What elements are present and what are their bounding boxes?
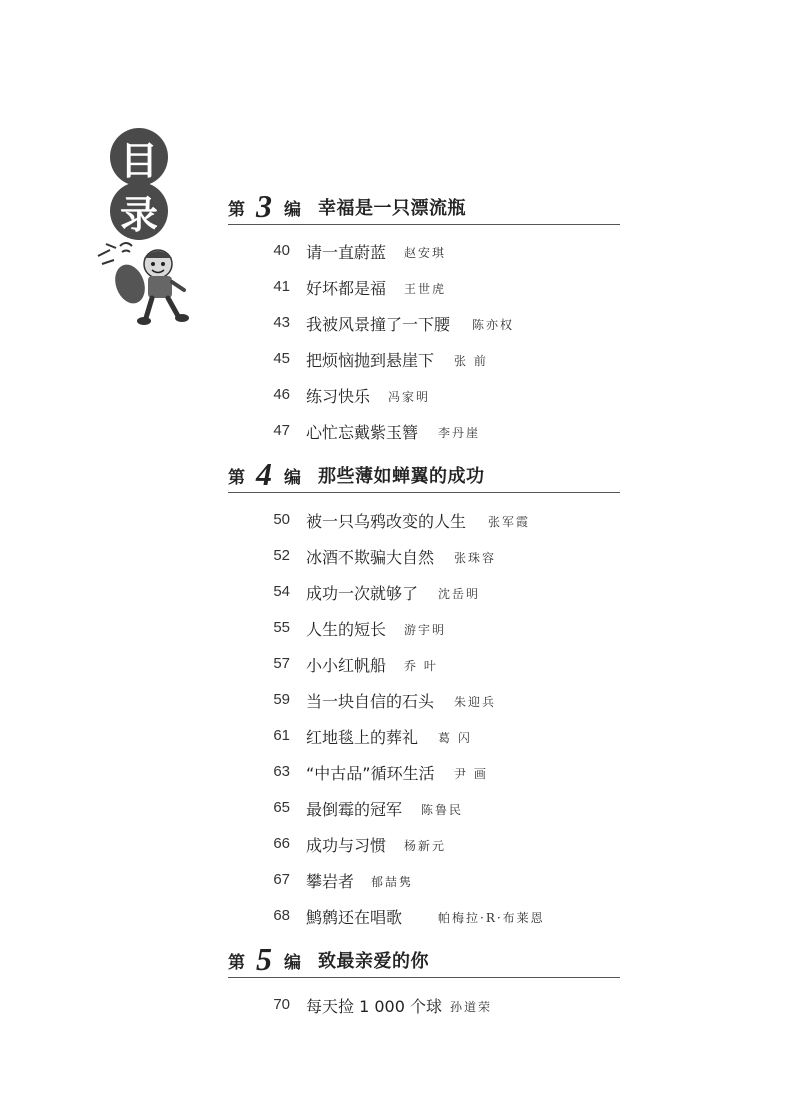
entry-author: 乔 叶 xyxy=(404,659,438,673)
entry-author: 帕梅拉·R·布莱恩 xyxy=(438,911,545,925)
toc-entry[interactable] xyxy=(262,276,622,302)
entry-title: 当一块自信的石头 xyxy=(306,692,435,711)
entry-title: “中古品”循环生活 xyxy=(306,764,435,783)
entry-page-number: 50 xyxy=(273,511,290,528)
entry-author: 王世虎 xyxy=(404,282,447,296)
entry-page-number: 47 xyxy=(273,422,290,439)
toc-entry[interactable] xyxy=(262,384,622,410)
entry-author: 陈亦权 xyxy=(472,318,515,332)
entry-author: 葛 闪 xyxy=(438,731,472,745)
section-title: 幸福是一只漂流瓶 xyxy=(318,198,466,219)
entry-author: 陈鲁民 xyxy=(421,803,464,817)
entry-title: 请一直蔚蓝 xyxy=(306,243,387,262)
entry-title: 成功一次就够了 xyxy=(306,584,419,603)
entry-page-number: 61 xyxy=(273,727,290,744)
entry-author: 郁喆隽 xyxy=(371,875,414,889)
entry-page-number: 46 xyxy=(273,386,290,403)
section-number: 3 xyxy=(256,188,272,224)
toc-entry[interactable] xyxy=(262,240,622,266)
entry-page-number: 45 xyxy=(273,350,290,367)
entry-title: 冰酒不欺骗大自然 xyxy=(306,548,435,567)
entry-title: 我被风景撞了一下腰 xyxy=(306,315,451,334)
entry-title: 人生的短长 xyxy=(306,620,387,639)
toc-entry[interactable] xyxy=(262,653,622,679)
entry-page-number: 70 xyxy=(273,996,290,1013)
entry-page-number: 65 xyxy=(273,799,290,816)
section-prefix: 第 xyxy=(228,468,245,488)
entry-page-number: 57 xyxy=(273,655,290,672)
entry-title: 成功与习惯 xyxy=(306,836,387,855)
toc-entry[interactable] xyxy=(262,617,622,643)
toc-heading-char-1: 目 xyxy=(110,128,168,186)
entry-title: 小小红帆船 xyxy=(306,656,387,675)
entry-title: 每天捡 1 000 个球 xyxy=(306,997,442,1016)
entry-title: 最倒霉的冠军 xyxy=(306,800,403,819)
section-title: 那些薄如蝉翼的成功 xyxy=(318,466,485,487)
section-prefix: 第 xyxy=(228,200,245,220)
entry-title: 好坏都是福 xyxy=(306,279,387,298)
entry-page-number: 40 xyxy=(273,242,290,259)
section-header xyxy=(228,456,620,493)
entry-title: 练习快乐 xyxy=(306,387,371,406)
entry-title: 被一只乌鸦改变的人生 xyxy=(306,512,467,531)
entry-page-number: 41 xyxy=(273,278,290,295)
entry-page-number: 67 xyxy=(273,871,290,888)
toc-entry[interactable] xyxy=(262,905,622,931)
section-number: 4 xyxy=(256,456,272,492)
toc-entry[interactable] xyxy=(262,420,622,446)
entry-page-number: 55 xyxy=(273,619,290,636)
entry-title: 鹪鹩还在唱歌 xyxy=(306,908,403,927)
entry-author: 游宇明 xyxy=(404,623,447,637)
entry-author: 冯家明 xyxy=(388,390,431,404)
toc-entry[interactable] xyxy=(262,994,622,1020)
section-number: 5 xyxy=(256,941,272,977)
entry-author: 张珠容 xyxy=(454,551,497,565)
entry-author: 张军霞 xyxy=(488,515,531,529)
entry-page-number: 52 xyxy=(273,547,290,564)
entry-author: 朱迎兵 xyxy=(454,695,497,709)
toc-entry[interactable] xyxy=(262,581,622,607)
entry-page-number: 59 xyxy=(273,691,290,708)
entry-title: 攀岩者 xyxy=(306,872,355,891)
section-header xyxy=(228,188,620,225)
toc-entry[interactable] xyxy=(262,833,622,859)
entry-page-number: 54 xyxy=(273,583,290,600)
toc-entry[interactable] xyxy=(262,348,622,374)
entry-author: 杨新元 xyxy=(404,839,447,853)
entry-title: 心忙忘戴紫玉簪 xyxy=(306,423,419,442)
section-prefix: 第 xyxy=(228,953,245,973)
entry-author: 张 前 xyxy=(454,354,488,368)
section-suffix: 编 xyxy=(284,468,301,488)
entry-page-number: 68 xyxy=(273,907,290,924)
mascot-illustration xyxy=(96,238,196,328)
toc-entry[interactable] xyxy=(262,869,622,895)
toc-entry[interactable] xyxy=(262,509,622,535)
entry-page-number: 66 xyxy=(273,835,290,852)
toc-entry[interactable] xyxy=(262,725,622,751)
entry-page-number: 63 xyxy=(273,763,290,780)
entry-title: 红地毯上的葬礼 xyxy=(306,728,419,747)
entry-author: 李丹崖 xyxy=(438,426,481,440)
entry-title: 把烦恼抛到悬崖下 xyxy=(306,351,435,370)
entry-page-number: 43 xyxy=(273,314,290,331)
toc-heading-char-2: 录 xyxy=(110,182,168,240)
section-header xyxy=(228,941,620,978)
toc-entry[interactable] xyxy=(262,689,622,715)
section-title: 致最亲爱的你 xyxy=(318,951,429,972)
section-suffix: 编 xyxy=(284,953,301,973)
toc-entry[interactable] xyxy=(262,761,622,787)
entry-author: 孙道荣 xyxy=(450,1000,493,1014)
entry-author: 沈岳明 xyxy=(438,587,481,601)
entry-author: 赵安琪 xyxy=(404,246,447,260)
toc-entry[interactable] xyxy=(262,797,622,823)
section-suffix: 编 xyxy=(284,200,301,220)
toc-entry[interactable] xyxy=(262,545,622,571)
toc-entry[interactable] xyxy=(262,312,622,338)
entry-author: 尹 画 xyxy=(454,767,488,781)
